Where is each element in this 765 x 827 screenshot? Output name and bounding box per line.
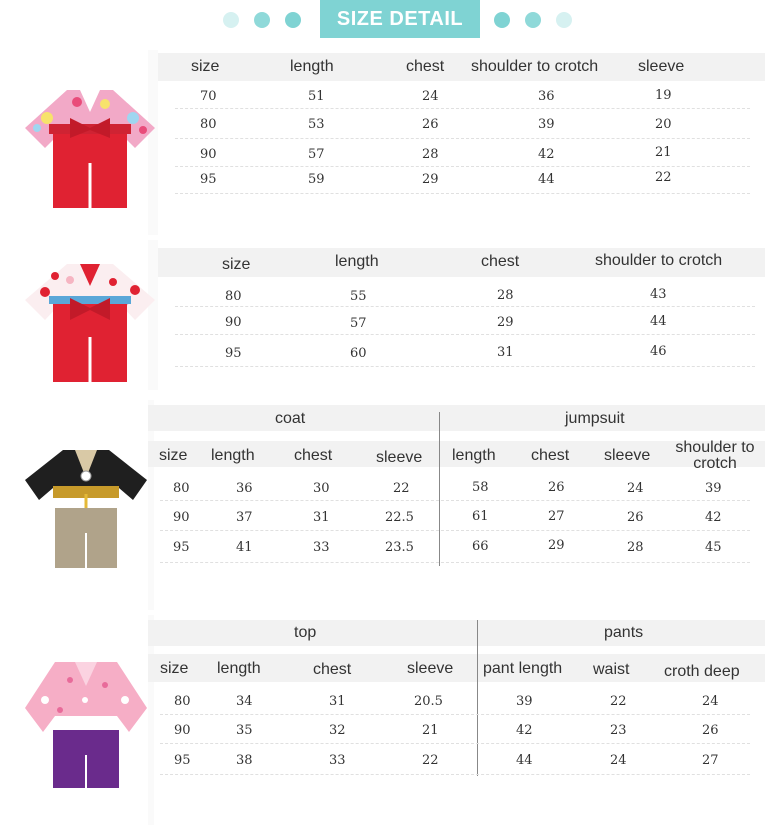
cell: 28 <box>422 147 439 162</box>
col-length: length <box>290 58 334 75</box>
cell: 28 <box>497 288 514 303</box>
col-length: length <box>335 253 379 270</box>
cell: 34 <box>236 694 253 709</box>
group-pants: pants <box>604 624 644 641</box>
col-shoulder-to-crotch: shoulder to crotch <box>595 252 723 269</box>
floral-kimono-romper-icon <box>25 88 155 210</box>
cell: 22.5 <box>385 510 414 525</box>
cell: 35 <box>236 723 253 738</box>
dot-icon <box>556 12 572 28</box>
group-top: top <box>294 624 317 641</box>
cell: 21 <box>655 145 672 160</box>
cell: 39 <box>705 481 722 496</box>
col-shoulder-to-crotch: shoulder to crotch <box>471 58 599 75</box>
col-length: length <box>217 660 261 677</box>
cell: 37 <box>236 510 253 525</box>
cell: 24 <box>422 89 439 104</box>
cell: 30 <box>313 481 330 496</box>
col-size: size <box>191 58 220 75</box>
cell: 95 <box>174 753 191 768</box>
dot-icon <box>285 12 301 28</box>
col-chest: chest <box>406 58 445 75</box>
cell: 20.5 <box>414 694 443 709</box>
cell: 53 <box>308 117 325 132</box>
col-jumpsuit-sleeve: sleeve <box>604 447 651 464</box>
dot-icon <box>223 12 239 28</box>
dot-icon <box>254 12 270 28</box>
col-size: size <box>160 660 189 677</box>
cell: 24 <box>627 481 644 496</box>
col-jumpsuit-length: length <box>452 447 496 464</box>
cell: 21 <box>422 723 439 738</box>
cell: 57 <box>350 316 367 331</box>
cell: 39 <box>538 117 555 132</box>
cell: 41 <box>236 540 253 555</box>
cell: 44 <box>516 753 533 768</box>
cell: 46 <box>650 344 667 359</box>
cell: 22 <box>422 753 439 768</box>
plum-kimono-romper-icon <box>25 262 155 384</box>
col-croth-deep: croth deep <box>664 663 740 680</box>
cell: 27 <box>548 509 565 524</box>
cell: 33 <box>313 540 330 555</box>
cell: 22 <box>610 694 627 709</box>
group-coat: coat <box>275 410 306 427</box>
cell: 32 <box>329 723 346 738</box>
cell: 80 <box>200 117 217 132</box>
black-haori-romper-icon <box>25 448 147 570</box>
col-jumpsuit-chest: chest <box>531 447 570 464</box>
cell: 59 <box>308 172 325 187</box>
cell: 29 <box>422 172 439 187</box>
cell: 31 <box>313 510 330 525</box>
cell: 55 <box>350 289 367 304</box>
col-size: size <box>222 256 251 273</box>
cell: 42 <box>538 147 555 162</box>
cell: 24 <box>702 694 719 709</box>
cell: 80 <box>173 481 190 496</box>
cell: 61 <box>472 509 489 524</box>
cell: 45 <box>705 540 722 555</box>
cell: 29 <box>548 538 565 553</box>
cell: 43 <box>650 287 667 302</box>
cell: 42 <box>705 510 722 525</box>
cell: 60 <box>350 346 367 361</box>
pink-kimono-set-icon <box>25 660 147 790</box>
col-size: size <box>159 447 188 464</box>
group-jumpsuit: jumpsuit <box>565 410 625 427</box>
col-sleeve: sleeve <box>638 58 685 75</box>
col-sleeve: sleeve <box>376 449 423 466</box>
cell: 70 <box>200 89 217 104</box>
group-divider <box>477 620 478 776</box>
cell: 95 <box>173 540 190 555</box>
col-pant-length: pant length <box>483 660 563 677</box>
cell: 22 <box>655 170 672 185</box>
cell: 22 <box>393 481 410 496</box>
cell: 27 <box>702 753 719 768</box>
cell: 26 <box>422 117 439 132</box>
cell: 80 <box>174 694 191 709</box>
cell: 80 <box>225 289 242 304</box>
col-chest: chest <box>294 447 333 464</box>
col-sleeve: sleeve <box>407 660 454 677</box>
col-waist: waist <box>593 661 630 678</box>
cell: 95 <box>225 346 242 361</box>
cell: 42 <box>516 723 533 738</box>
cell: 90 <box>173 510 190 525</box>
cell: 20 <box>655 117 672 132</box>
page-title: SIZE DETAIL <box>320 0 480 38</box>
cell: 95 <box>200 172 217 187</box>
cell: 19 <box>655 88 672 103</box>
dot-icon <box>525 12 541 28</box>
cell: 44 <box>650 314 667 329</box>
cell: 23 <box>610 723 627 738</box>
cell: 66 <box>472 539 489 554</box>
col-shoulder-to-crotch: shoulder to crotch <box>675 439 755 472</box>
cell: 26 <box>548 480 565 495</box>
cell: 33 <box>329 753 346 768</box>
dot-icon <box>494 12 510 28</box>
group-divider <box>439 412 440 566</box>
cell: 31 <box>497 345 514 360</box>
cell: 23.5 <box>385 540 414 555</box>
cell: 26 <box>702 723 719 738</box>
cell: 36 <box>236 481 253 496</box>
col-chest: chest <box>313 661 352 678</box>
cell: 26 <box>627 510 644 525</box>
cell: 29 <box>497 315 514 330</box>
cell: 31 <box>329 694 346 709</box>
cell: 38 <box>236 753 253 768</box>
cell: 57 <box>308 147 325 162</box>
cell: 51 <box>308 89 325 104</box>
col-chest: chest <box>481 253 520 270</box>
cell: 90 <box>200 147 217 162</box>
cell: 90 <box>174 723 191 738</box>
cell: 24 <box>610 753 627 768</box>
cell: 44 <box>538 172 555 187</box>
cell: 39 <box>516 694 533 709</box>
cell: 90 <box>225 315 242 330</box>
cell: 28 <box>627 540 644 555</box>
cell: 58 <box>472 480 489 495</box>
cell: 36 <box>538 89 555 104</box>
col-length: length <box>211 447 255 464</box>
